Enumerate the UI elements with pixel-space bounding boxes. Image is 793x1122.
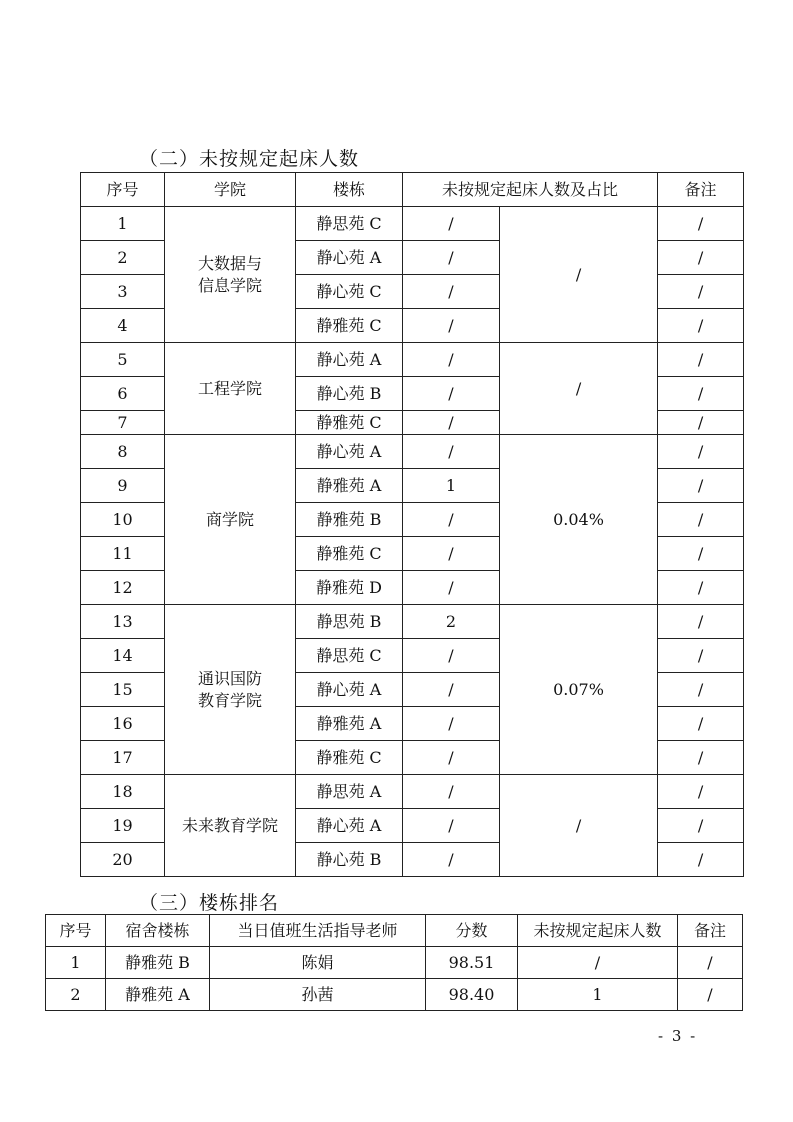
college-cell: [165, 207, 296, 343]
row-note: /: [658, 639, 744, 673]
row-no: 1: [46, 947, 106, 979]
row-building: 静雅苑 B: [296, 503, 403, 537]
row-building: 静心苑 A: [296, 343, 403, 377]
row-building: 静心苑 B: [296, 377, 403, 411]
row-count: /: [403, 241, 500, 275]
row-score: 98.51: [426, 947, 518, 979]
table-row: [81, 605, 744, 639]
row-count: /: [403, 309, 500, 343]
college-ratio: 0.04%: [500, 435, 658, 605]
row-count: 2: [403, 605, 500, 639]
row-no: 5: [81, 343, 165, 377]
row-count: /: [518, 947, 678, 979]
row-no: 13: [81, 605, 165, 639]
header-note: 备注: [678, 915, 743, 947]
row-note: /: [658, 605, 744, 639]
header-score: 分数: [426, 915, 518, 947]
college-name-line1: 大数据与: [197, 253, 262, 273]
row-no: 9: [81, 469, 165, 503]
row-note: /: [678, 947, 743, 979]
row-score: 98.40: [426, 979, 518, 1011]
row-no: 2: [81, 241, 165, 275]
row-building: 静雅苑 A: [296, 469, 403, 503]
row-count: /: [403, 639, 500, 673]
row-note: /: [658, 435, 744, 469]
row-note: /: [658, 469, 744, 503]
row-no: 4: [81, 309, 165, 343]
page-number: - 3 -: [658, 1027, 698, 1045]
row-note: /: [658, 673, 744, 707]
header-dorm-building: 宿舍楼栋: [106, 915, 210, 947]
header-no: 序号: [46, 915, 106, 947]
row-note: /: [658, 571, 744, 605]
row-count: /: [403, 809, 500, 843]
college-ratio: /: [500, 343, 658, 435]
row-no: 11: [81, 537, 165, 571]
row-no: 14: [81, 639, 165, 673]
college-ratio: 0.07%: [500, 605, 658, 775]
row-building: 静思苑 A: [296, 775, 403, 809]
row-building: 静心苑 A: [296, 435, 403, 469]
row-building: 静心苑 A: [296, 241, 403, 275]
college-name-line1: 工程学院: [197, 378, 262, 398]
college-name-line1: 商学院: [205, 509, 254, 529]
college-cell: [165, 343, 296, 435]
row-building: 静雅苑 C: [296, 309, 403, 343]
building-ranking-table: [45, 914, 743, 1011]
college-name-line1: 通识国防: [197, 668, 262, 688]
row-building: 静思苑 C: [296, 639, 403, 673]
row-no: 15: [81, 673, 165, 707]
row-note: /: [658, 275, 744, 309]
row-count: 1: [403, 469, 500, 503]
row-count: /: [403, 411, 500, 435]
row-no: 2: [46, 979, 106, 1011]
row-no: 17: [81, 741, 165, 775]
row-note: /: [658, 207, 744, 241]
row-count: /: [403, 673, 500, 707]
college-ratio: /: [500, 207, 658, 343]
table-row: [81, 775, 744, 809]
row-building: 静雅苑 A: [296, 707, 403, 741]
college-cell: [165, 435, 296, 605]
row-note: /: [658, 537, 744, 571]
row-count: /: [403, 775, 500, 809]
table-row: [46, 979, 743, 1011]
table-header-row: [81, 173, 744, 207]
row-note: /: [658, 843, 744, 877]
row-no: 19: [81, 809, 165, 843]
row-building: 静雅苑 B: [106, 947, 210, 979]
row-no: 7: [81, 411, 165, 435]
header-teacher: 当日值班生活指导老师: [210, 915, 426, 947]
row-building: 静心苑 A: [296, 673, 403, 707]
row-count: /: [403, 435, 500, 469]
row-note: /: [658, 343, 744, 377]
college-ratio: /: [500, 775, 658, 877]
college-name-line2: 教育学院: [197, 690, 262, 710]
row-no: 16: [81, 707, 165, 741]
row-building: 静雅苑 C: [296, 411, 403, 435]
row-count: /: [403, 537, 500, 571]
row-note: /: [658, 377, 744, 411]
row-no: 18: [81, 775, 165, 809]
row-building: 静思苑 B: [296, 605, 403, 639]
row-note: /: [658, 775, 744, 809]
table-row: [46, 947, 743, 979]
row-count: 1: [518, 979, 678, 1011]
row-note: /: [658, 741, 744, 775]
table-header-row: [46, 915, 743, 947]
table-row: [81, 207, 744, 241]
header-count-ratio: 未按规定起床人数及占比: [403, 173, 658, 207]
row-note: /: [658, 707, 744, 741]
row-no: 8: [81, 435, 165, 469]
wakeup-violation-table: [80, 172, 744, 877]
row-count: /: [403, 707, 500, 741]
row-count: /: [403, 571, 500, 605]
row-building: 静心苑 A: [296, 809, 403, 843]
row-note: /: [658, 411, 744, 435]
row-count: /: [403, 741, 500, 775]
row-teacher: 陈娟: [210, 947, 426, 979]
row-count: /: [403, 275, 500, 309]
row-note: /: [658, 309, 744, 343]
row-no: 3: [81, 275, 165, 309]
row-note: /: [658, 809, 744, 843]
header-college: 学院: [165, 173, 296, 207]
header-note: 备注: [658, 173, 744, 207]
college-cell: [165, 775, 296, 877]
row-no: 1: [81, 207, 165, 241]
row-count: /: [403, 207, 500, 241]
table-row: [81, 343, 744, 377]
college-name-line1: 未来教育学院: [181, 815, 278, 835]
college-name-line2: 信息学院: [197, 275, 262, 295]
header-no: 序号: [81, 173, 165, 207]
table-row: [81, 435, 744, 469]
row-note: /: [658, 241, 744, 275]
header-count: 未按规定起床人数: [518, 915, 678, 947]
row-count: /: [403, 377, 500, 411]
row-no: 20: [81, 843, 165, 877]
row-building: 静心苑 C: [296, 275, 403, 309]
row-note: /: [678, 979, 743, 1011]
section-3-heading: （三）楼栋排名: [139, 892, 280, 914]
row-no: 10: [81, 503, 165, 537]
row-no: 6: [81, 377, 165, 411]
row-no: 12: [81, 571, 165, 605]
header-building: 楼栋: [296, 173, 403, 207]
row-teacher: 孙茜: [210, 979, 426, 1011]
row-building: 静思苑 C: [296, 207, 403, 241]
row-count: /: [403, 343, 500, 377]
college-cell: [165, 605, 296, 775]
row-count: /: [403, 503, 500, 537]
section-2-heading: （二）未按规定起床人数: [139, 148, 360, 170]
row-count: /: [403, 843, 500, 877]
row-building: 静雅苑 A: [106, 979, 210, 1011]
row-building: 静雅苑 D: [296, 571, 403, 605]
row-building: 静雅苑 C: [296, 537, 403, 571]
row-building: 静雅苑 C: [296, 741, 403, 775]
row-note: /: [658, 503, 744, 537]
row-building: 静心苑 B: [296, 843, 403, 877]
